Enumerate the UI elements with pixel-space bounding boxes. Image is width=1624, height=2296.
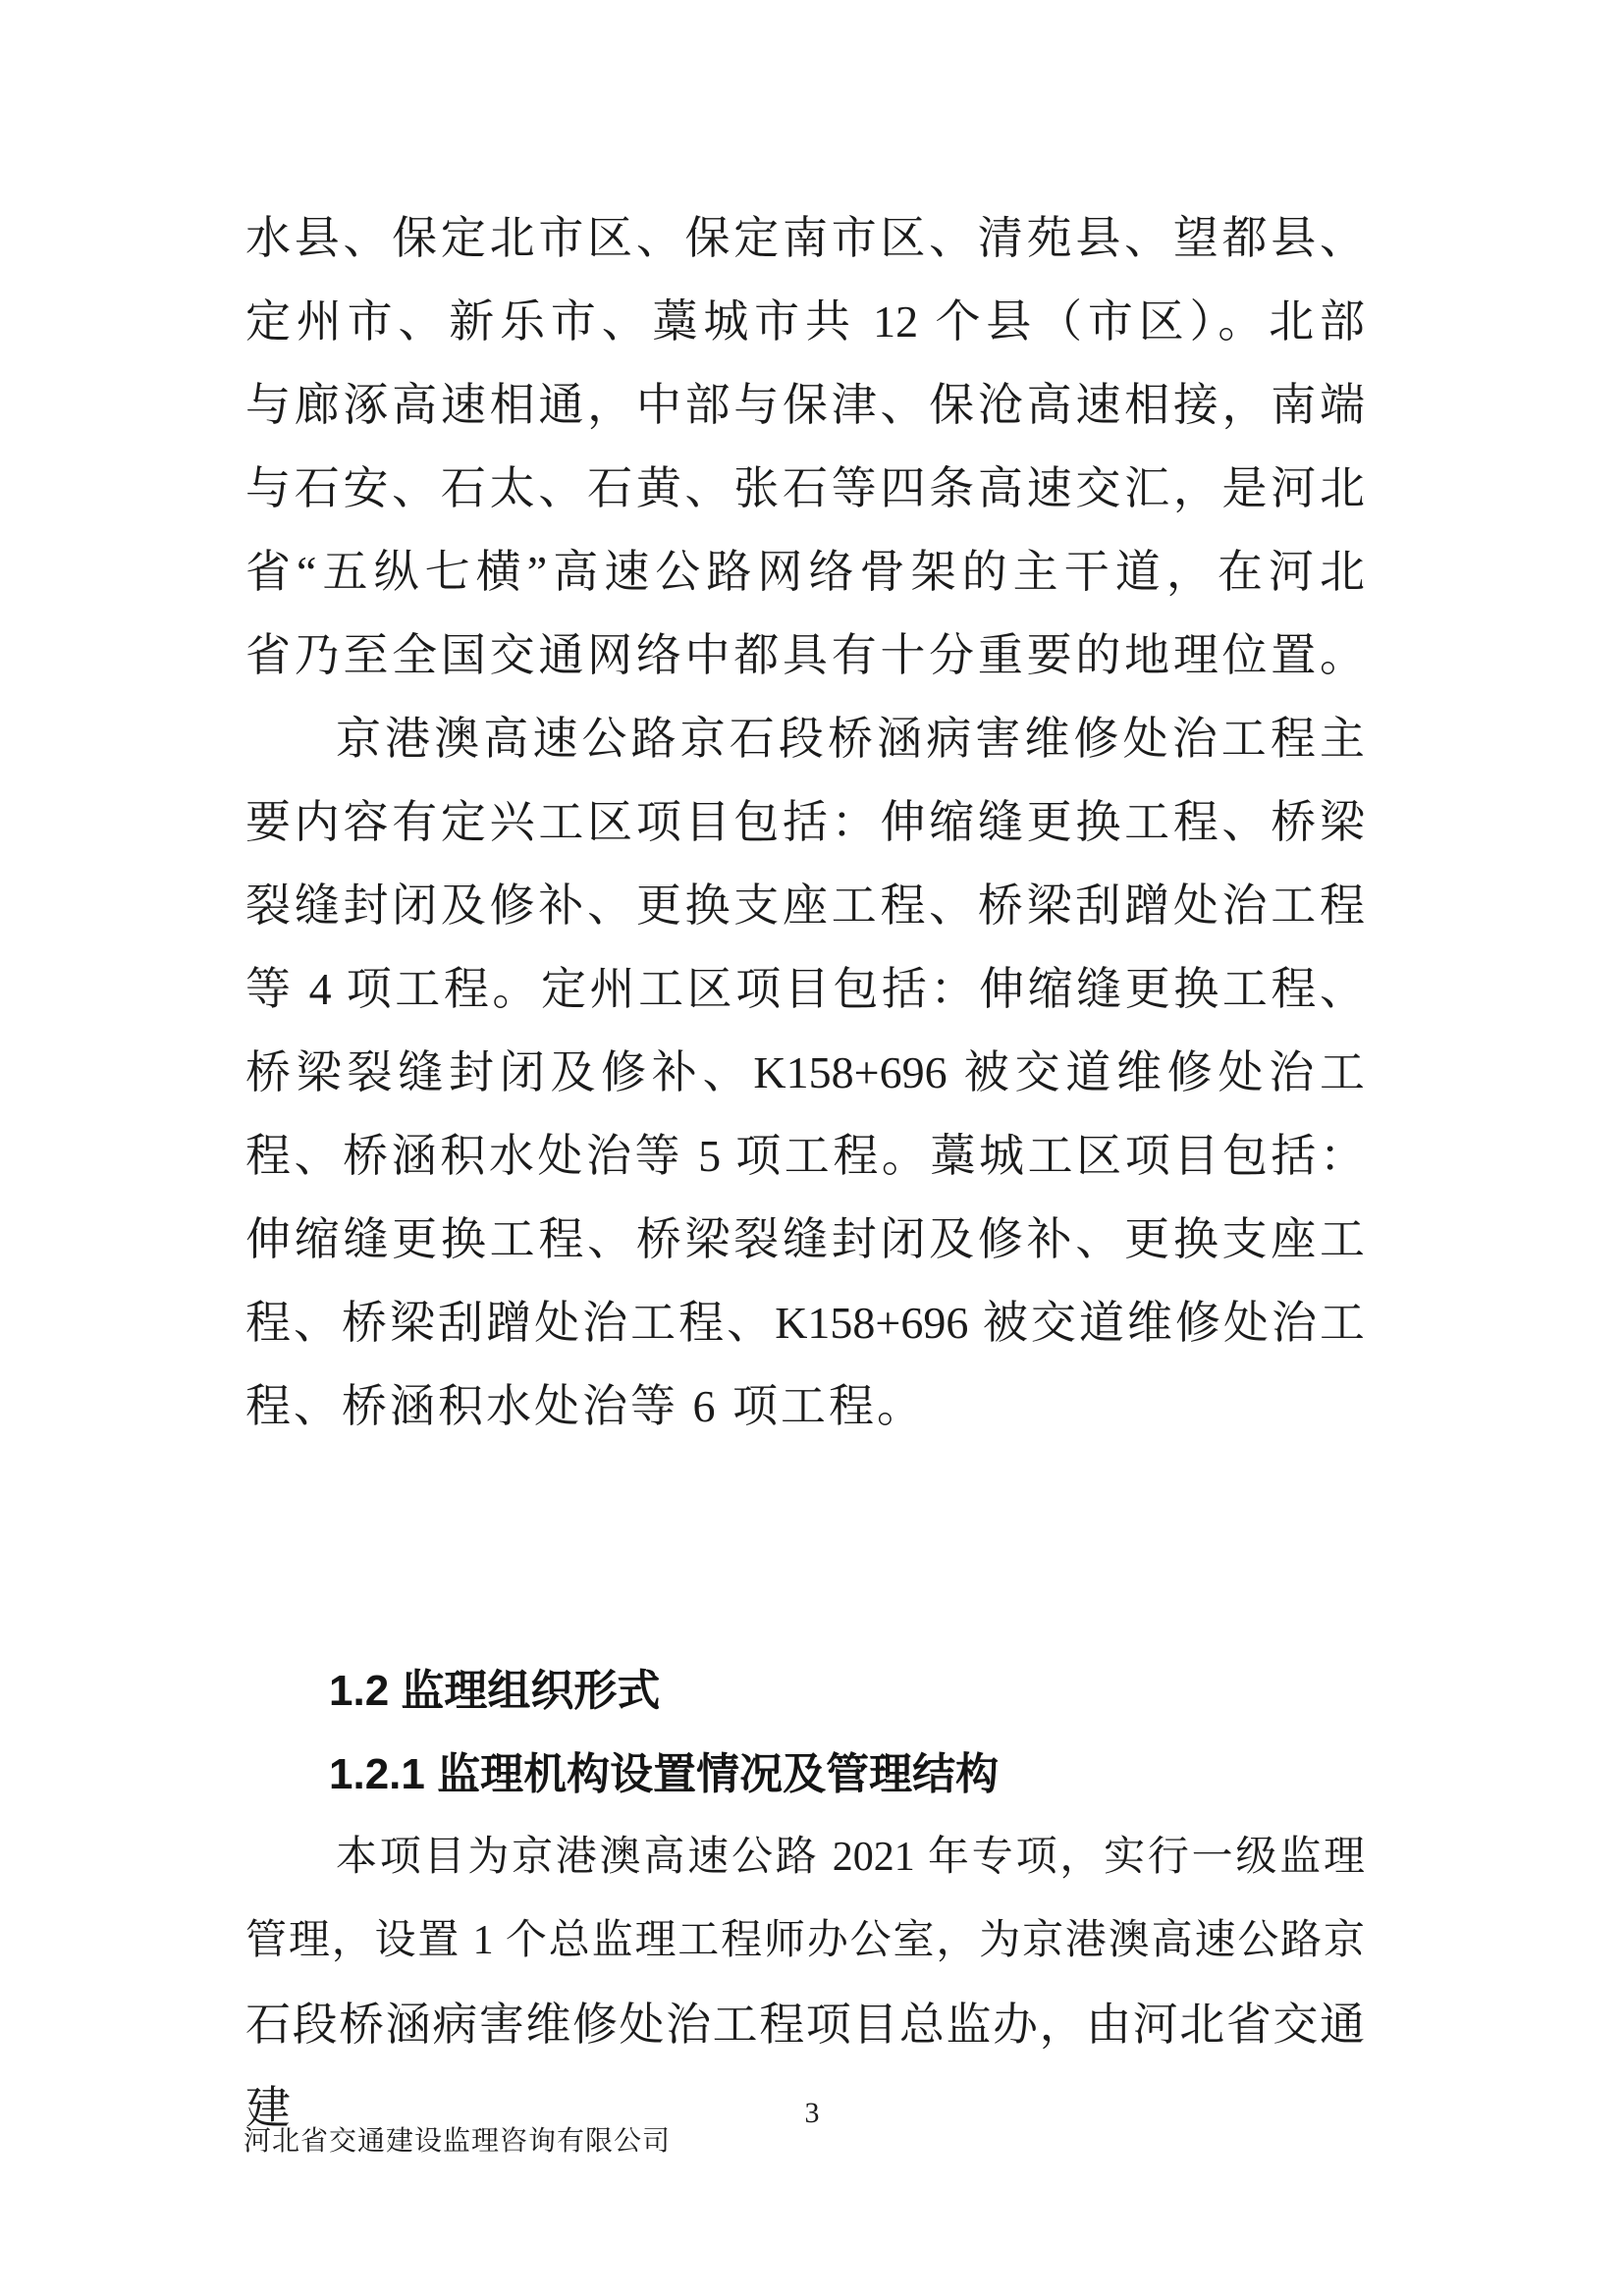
body-text-line: 定州市、新乐市、藁城市共 12 个县（市区）。北部 xyxy=(245,296,1365,347)
body-text-line: 本项目为京港澳高速公路 2021 年专项，实行一级监理 xyxy=(336,1835,1365,1880)
body-text-line: 程、桥涵积水处治等 6 项工程。 xyxy=(245,1381,925,1431)
body-text-line: 京港澳高速公路京石段桥涵病害维修处治工程主 xyxy=(336,714,1365,764)
body-text-line: 与石安、石太、石黄、张石等四条高速交汇，是河北 xyxy=(245,463,1365,513)
page-number: 3 xyxy=(804,2097,820,2129)
footer-company-name: 河北省交通建设监理咨询有限公司 xyxy=(244,2126,672,2157)
body-text-line: 管理，设置 1 个总监理工程师办公室，为京港澳高速公路京 xyxy=(245,1918,1365,1963)
body-text-line: 与廊涿高速相通，中部与保津、保沧高速相接，南端 xyxy=(245,380,1365,430)
body-text-line: 石段桥涵病害维修处治工程项目总监办，由河北省交通建 xyxy=(245,2000,1365,2133)
section-heading-1-2: 1.2 监理组织形式 xyxy=(329,1667,661,1715)
paragraph-work-scope xyxy=(245,697,1365,1448)
document-content xyxy=(245,196,1365,2150)
body-text-line: 省乃至全国交通网络中都具有十分重要的地理位置。 xyxy=(245,630,1365,680)
paragraph-region-description xyxy=(245,196,1365,697)
body-text-line: 等 4 项工程。定州工区项目包括：伸缩缝更换工程、 xyxy=(245,964,1365,1014)
body-text-line: 程、桥梁刮蹭处治工程、K158+696 被交道维修处治工 xyxy=(245,1298,1365,1348)
body-text-line: 要内容有定兴工区项目包括：伸缩缝更换工程、桥梁 xyxy=(245,797,1365,847)
body-text-line: 伸缩缝更换工程、桥梁裂缝封闭及修补、更换支座工 xyxy=(245,1214,1365,1264)
body-text-line: 裂缝封闭及修补、更换支座工程、桥梁刮蹭处治工程 xyxy=(245,881,1365,931)
body-text-line: 省“五纵七横”高速公路网络骨架的主干道，在河北 xyxy=(245,547,1365,597)
body-text-line: 桥梁裂缝封闭及修补、K158+696 被交道维修处治工 xyxy=(245,1047,1365,1097)
body-text-line: 程、桥涵积水处治等 5 项工程。藁城工区项目包括： xyxy=(245,1131,1365,1181)
body-text-line: 水县、保定北市区、保定南市区、清苑县、望都县、 xyxy=(245,213,1365,263)
section-heading-1-2-1: 1.2.1 监理机构设置情况及管理结构 xyxy=(329,1750,1000,1798)
